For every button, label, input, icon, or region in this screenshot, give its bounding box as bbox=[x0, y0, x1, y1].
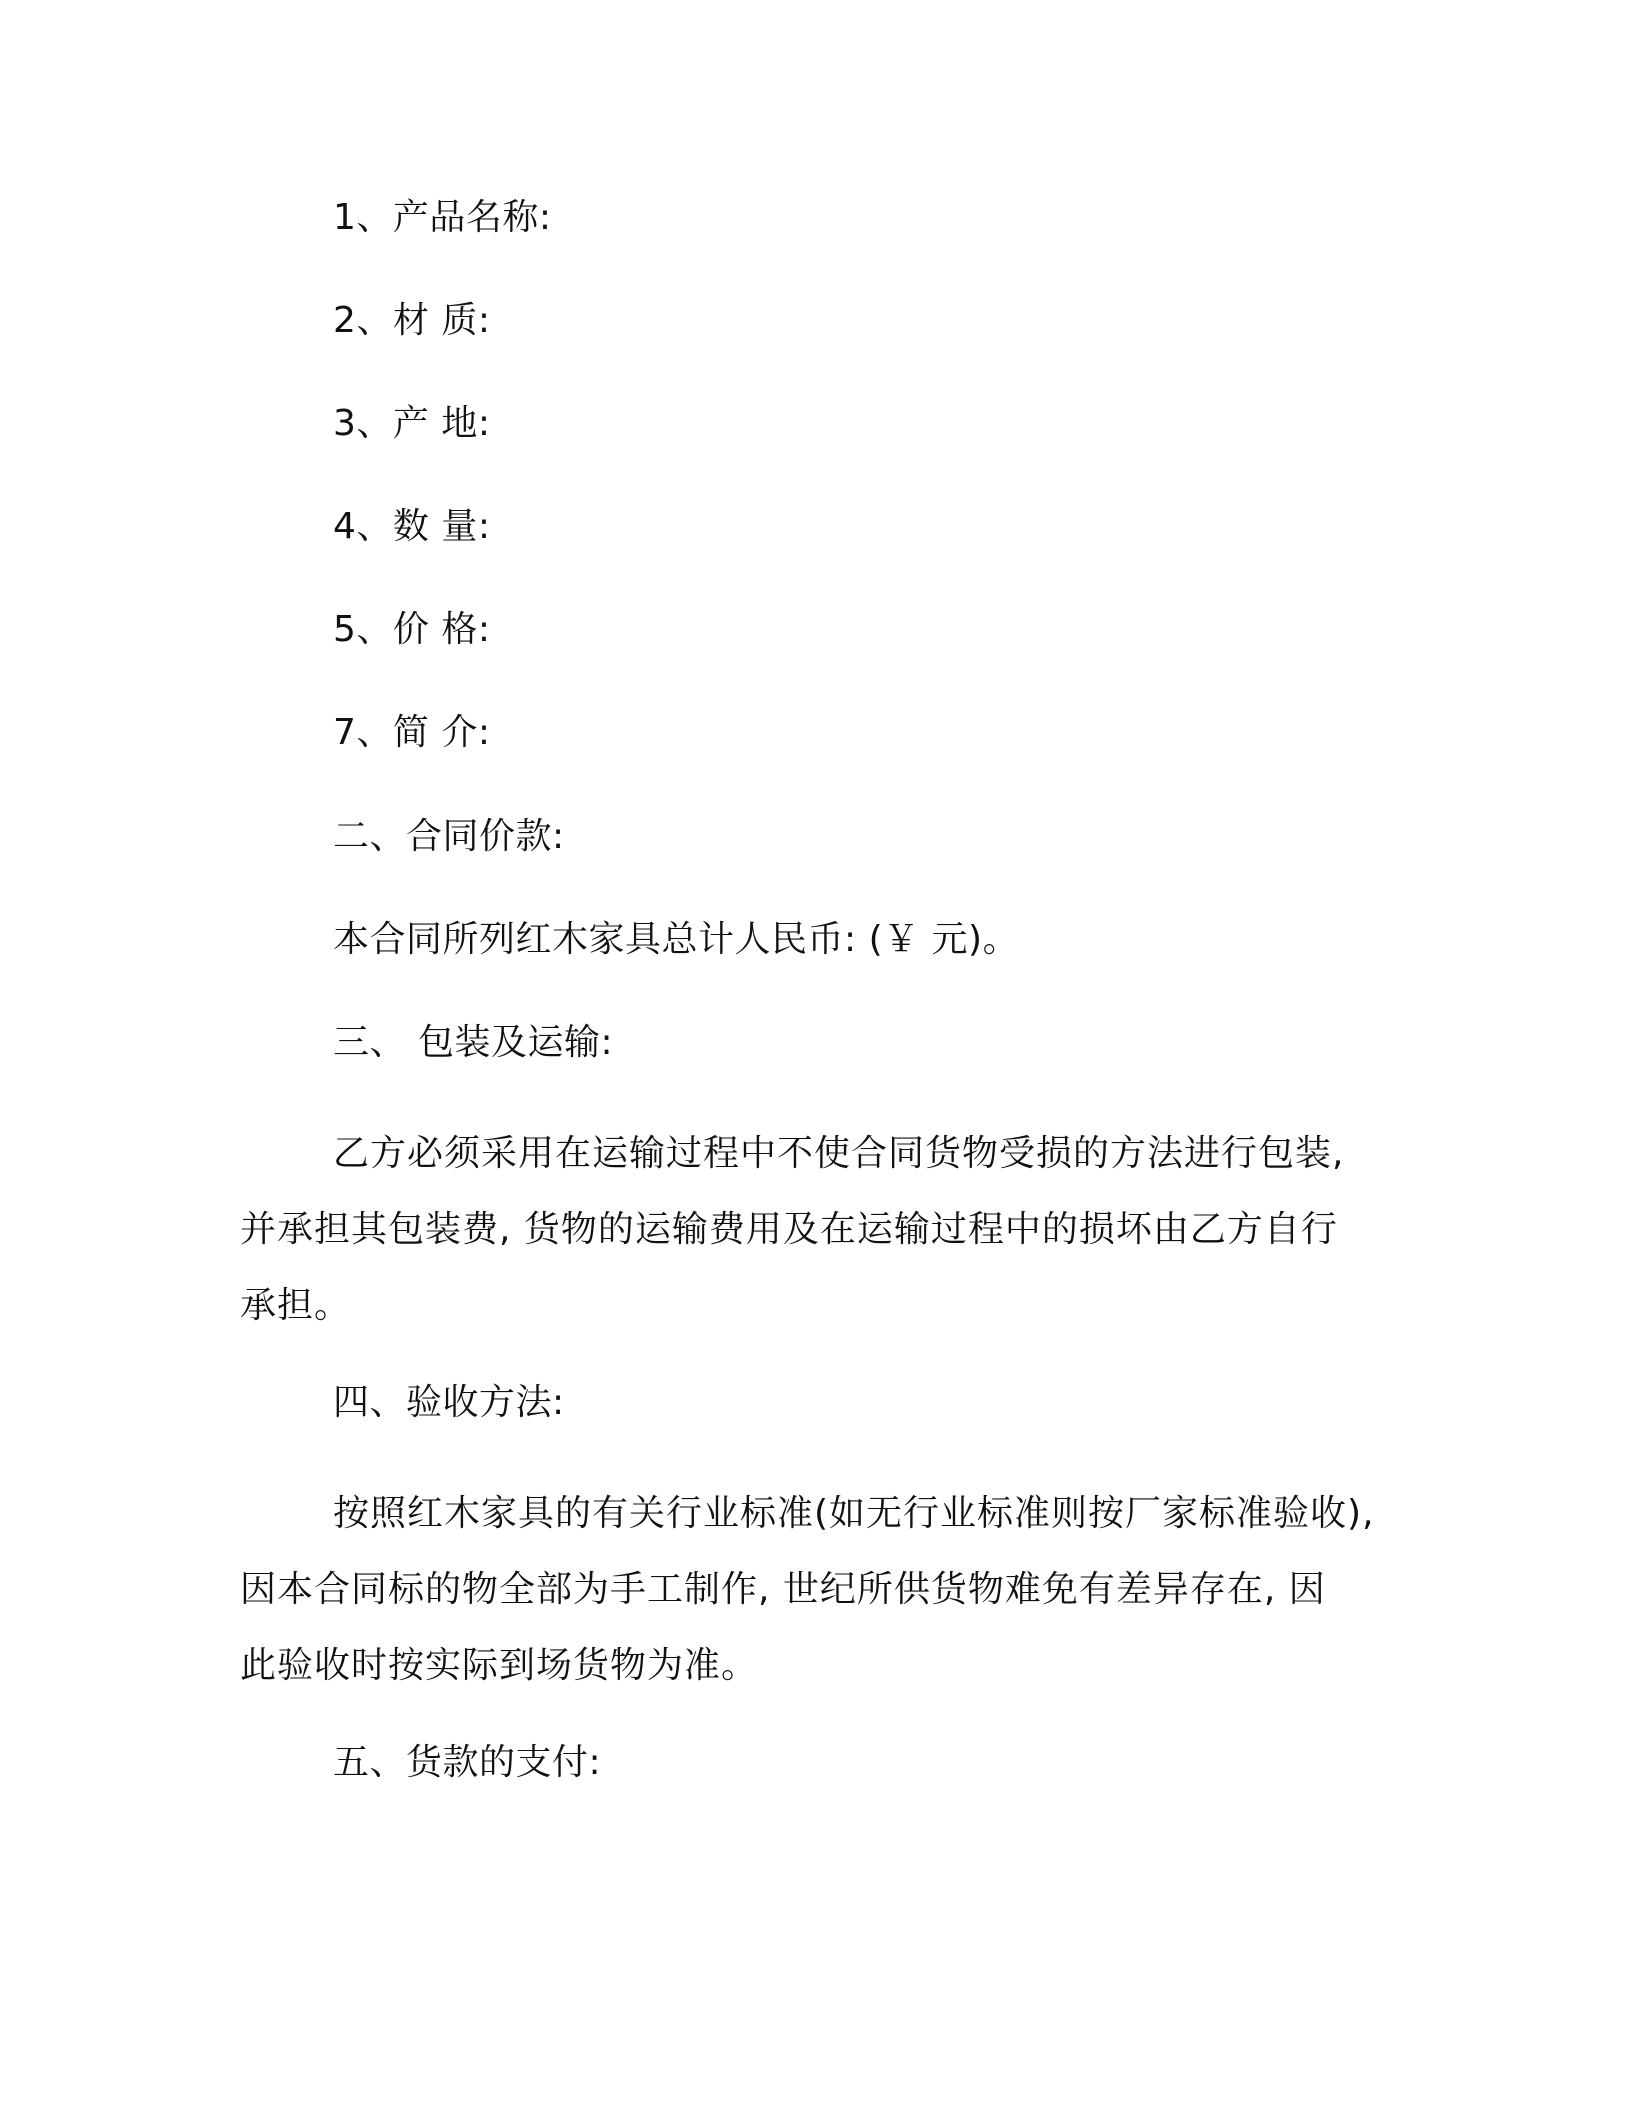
item-price: 5、价 格: bbox=[333, 609, 491, 650]
section-heading-payment: 五、货款的支付: bbox=[333, 1742, 602, 1783]
item-product-name: 1、产品名称: bbox=[333, 197, 552, 238]
item-introduction: 7、简 介: bbox=[333, 712, 491, 753]
section-heading-acceptance: 四、验收方法: bbox=[333, 1382, 565, 1423]
section-heading-contract-price: 二、合同价款: bbox=[333, 816, 565, 857]
packaging-paragraph bbox=[240, 1116, 1360, 1344]
section-heading-packaging: 三、 包装及运输: bbox=[333, 1022, 614, 1063]
item-material: 2、材 质: bbox=[333, 300, 491, 341]
paragraph-line: 因本合同标的物全部为手工制作, 世纪所供货物难免有差异存在, 因 bbox=[240, 1569, 1326, 1610]
contract-price-text: 本合同所列红木家具总计人民币: (￥ 元)。 bbox=[333, 919, 1020, 960]
paragraph-line: 此验收时按实际到场货物为准。 bbox=[240, 1645, 759, 1686]
acceptance-paragraph bbox=[240, 1476, 1375, 1704]
paragraph-line: 并承担其包装费, 货物的运输费用及在运输过程中的损坏由乙方自行 bbox=[240, 1209, 1338, 1250]
paragraph-line: 承担。 bbox=[240, 1285, 352, 1326]
paragraph-line: 按照红木家具的有关行业标准(如无行业标准则按厂家标准验收), bbox=[333, 1493, 1375, 1534]
item-origin: 3、产 地: bbox=[333, 403, 491, 444]
item-quantity: 4、数 量: bbox=[333, 506, 491, 547]
paragraph-line: 乙方必须采用在运输过程中不使合同货物受损的方法进行包装, bbox=[333, 1133, 1345, 1174]
